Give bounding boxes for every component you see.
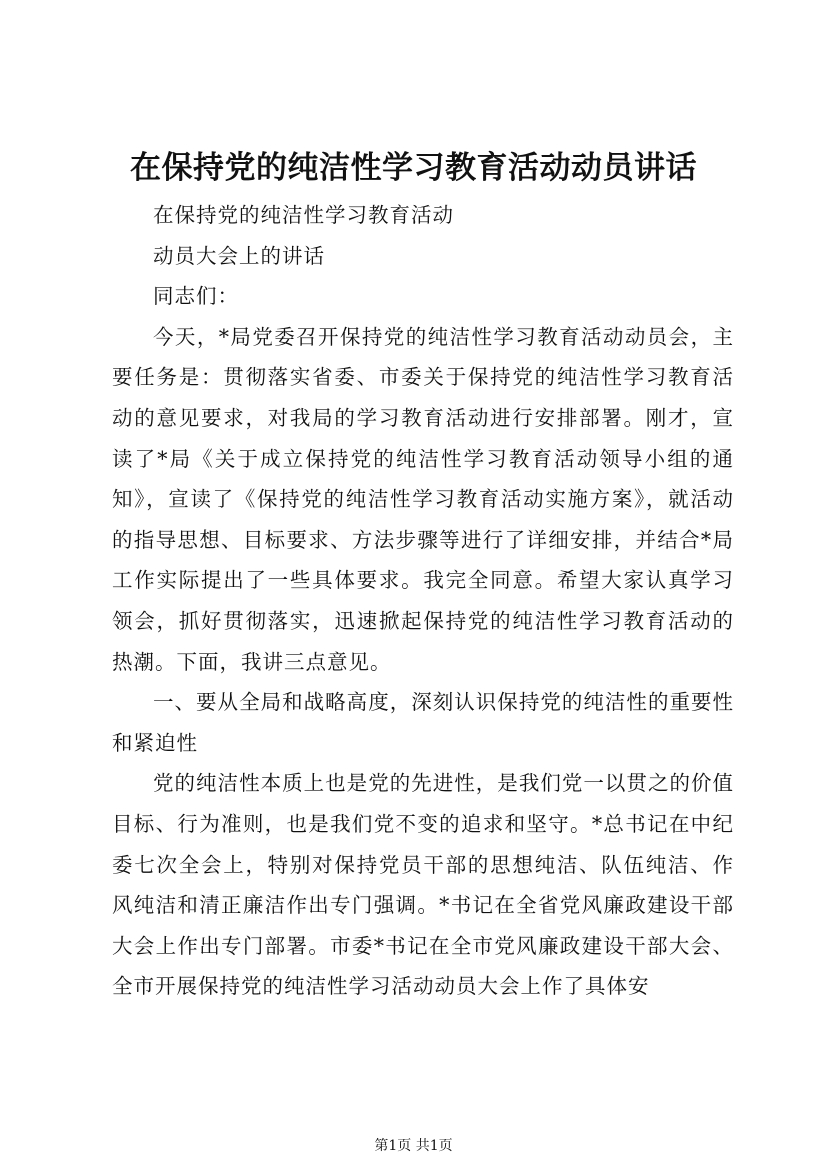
paragraph-section-heading-1: 一、要从全局和战略高度，深刻认识保持党的纯洁性的重要性和紧迫性 [112, 690, 734, 755]
paragraph-section-body-1: 党的纯洁性本质上也是党的先进性，是我们党一以贯之的价值目标、行为准则，也是我们党不变的追求和坚守。*总书记在中纪委七次全会上，特别对保持党员干部的思想纯洁、队伍纯洁、作风纯洁和清正廉洁作出专门强调。*书记在全省党风廉政建设干部大会上作出专门部署。市委*书记在全市党风廉政建设干部大会、全市开展保持党的纯洁性学习活动动员大会上作了具体安 [112, 771, 734, 999]
page-footer: 第1页 共1页 [374, 1138, 453, 1154]
paragraph-subtitle-line-2: 动员大会上的讲话 [153, 243, 325, 268]
document-body [112, 195, 734, 1007]
paragraph-intro: 今天，*局党委召开保持党的纯洁性学习教育活动动员会，主要任务是：贯彻落实省委、市委关于保持党的纯洁性学习教育活动的意见要求，对我局的学习教育活动进行安排部署。刚才，宣读了*局《关于成立保持党的纯洁性学习教育活动领导小组的通知》，宣读了《保持党的纯洁性学习教育活动实施方案》，就活动的指导思想、目标要求、方法步骤等进行了详细安排，并结合*局工作实际提出了一些具体要求。我完全同意。希望大家认真学习领会，抓好贯彻落实，迅速掀起保持党的纯洁性学习教育活动的热潮。下面，我讲三点意见。 [112, 324, 734, 674]
paragraph-subtitle-line-1: 在保持党的纯洁性学习教育活动 [153, 203, 454, 227]
document-title: 在保持党的纯洁性学习教育活动动员讲话 [130, 150, 697, 186]
paragraph-salutation: 同志们： [153, 284, 239, 309]
